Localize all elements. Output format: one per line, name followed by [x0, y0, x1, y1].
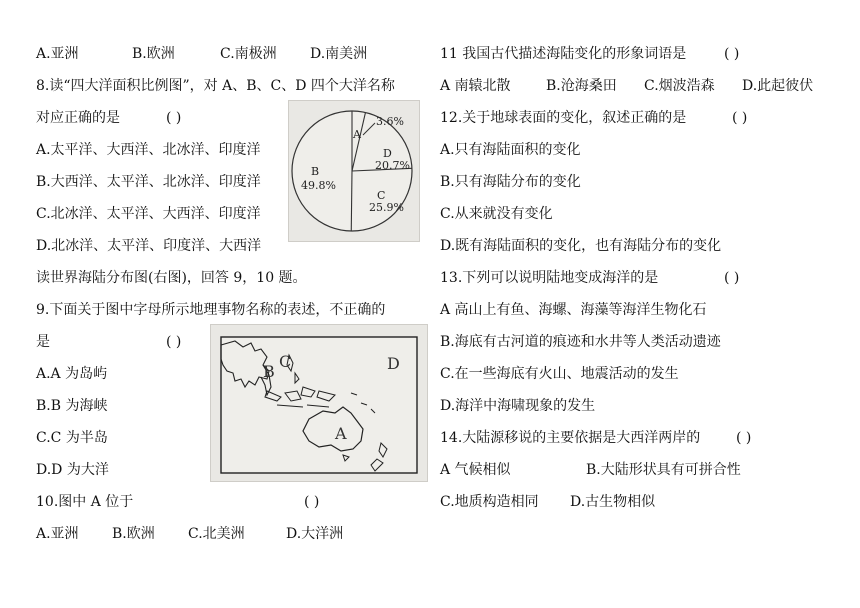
- pie-slice-percent-a: 3.6%: [376, 115, 404, 128]
- q8-option-b[interactable]: B.大西洋、太平洋、北冰洋、印度洋: [36, 174, 261, 190]
- sea-land-map-svg: [211, 325, 427, 481]
- map-label-d: D: [387, 354, 400, 373]
- pie-slice-label-a: A: [353, 128, 361, 141]
- q13-option-d[interactable]: D.海洋中海啸现象的发生: [440, 398, 596, 414]
- q14-options-row-1: [440, 454, 840, 486]
- q9-option-b[interactable]: B.B 为海峡: [36, 398, 108, 414]
- q10-option-d[interactable]: D.大洋洲: [286, 526, 344, 542]
- q7-option-b[interactable]: B.欧洲: [132, 46, 175, 62]
- q14-option-c[interactable]: C.地质构造相同: [440, 494, 539, 510]
- q10-stem-line: [36, 486, 426, 518]
- map-label-c: C: [279, 352, 292, 371]
- q12-option-d[interactable]: D.既有海陆面积的变化，也有海陆分布的变化: [440, 238, 722, 254]
- q11-option-a[interactable]: A 南辕北散: [440, 78, 511, 94]
- pie-slice-percent-b: 49.8%: [301, 179, 336, 192]
- q12-stem-text: 12.关于地球表面的变化，叙述正确的是: [440, 110, 687, 126]
- q13-option-b[interactable]: B.海底有古河道的痕迹和水井等人类活动遗迹: [440, 334, 721, 350]
- q11-option-b[interactable]: B.沧海桑田: [546, 78, 617, 94]
- q9-10-intro: 读世界海陆分布图(右图)，回答 9，10 题。: [36, 270, 307, 286]
- q14-option-d[interactable]: D.古生物相似: [570, 494, 656, 510]
- pie-slice-label-d: D: [383, 147, 392, 160]
- right-column: [440, 38, 840, 518]
- q12-option-a[interactable]: A.只有海陆面积的变化: [440, 142, 581, 158]
- pie-slice-percent-d: 20.7%: [375, 159, 410, 172]
- q8-option-d[interactable]: D.北冰洋、太平洋、印度洋、大西洋: [36, 238, 262, 254]
- q7-option-d[interactable]: D.南美洲: [310, 46, 368, 62]
- q7-options-row: [36, 38, 426, 70]
- q11-option-d[interactable]: D.此起彼伏: [742, 78, 814, 94]
- pie-divider-4: [351, 171, 352, 231]
- q14-option-b[interactable]: B.大陆形状具有可拼合性: [586, 462, 741, 478]
- q7-option-c[interactable]: C.南极洲: [220, 46, 277, 62]
- q10-answer-blank[interactable]: ( ): [304, 494, 320, 510]
- q13-answer-blank[interactable]: ( ): [724, 270, 740, 286]
- q11-stem-line: [440, 38, 840, 70]
- q9-answer-blank[interactable]: ( ): [166, 334, 182, 350]
- q9-option-d[interactable]: D.D 为大洋: [36, 462, 109, 478]
- q10-option-b[interactable]: B.欧洲: [112, 526, 155, 542]
- q11-answer-blank[interactable]: ( ): [724, 46, 740, 62]
- pie-slice-label-b: B: [311, 165, 320, 178]
- q9-option-c[interactable]: C.C 为半岛: [36, 430, 108, 446]
- q12-answer-blank[interactable]: ( ): [732, 110, 748, 126]
- q10-option-c[interactable]: C.北美洲: [188, 526, 245, 542]
- q14-answer-blank[interactable]: ( ): [736, 430, 752, 446]
- pie-slice-percent-c: 25.9%: [369, 201, 404, 214]
- q8-stem-line1: 8.读“四大洋面积比例图”，对 A、B、C、D 四个大洋名称: [36, 78, 395, 94]
- pie-slice-label-c: C: [377, 189, 386, 202]
- map-label-b: B: [263, 362, 275, 381]
- q13-stem-text: 13.下列可以说明陆地变成海洋的是: [440, 270, 659, 286]
- q7-option-a[interactable]: A.亚洲: [36, 46, 79, 62]
- ocean-area-pie-figure: [288, 100, 420, 242]
- q14-option-a[interactable]: A 气候相似: [440, 462, 511, 478]
- q12-stem-line: [440, 102, 840, 134]
- q11-stem-text: 11 我国古代描述海陆变化的形象词语是: [440, 46, 687, 62]
- q12-option-c[interactable]: C.从来就没有变化: [440, 206, 553, 222]
- q13-stem-line: [440, 262, 840, 294]
- q9-stem-text: 是: [36, 334, 50, 350]
- q13-option-a[interactable]: A 高山上有鱼、海螺、海藻等海洋生物化石: [440, 302, 707, 318]
- q10-stem-text: 10.图中 A 位于: [36, 494, 134, 510]
- q10-option-a[interactable]: A.亚洲: [36, 526, 79, 542]
- q13-option-c[interactable]: C.在一些海底有火山、地震活动的发生: [440, 366, 679, 382]
- q14-options-row-2: [440, 486, 840, 518]
- q14-stem-text: 14.大陆源移说的主要依据是大西洋两岸的: [440, 430, 701, 446]
- q8-option-a[interactable]: A.太平洋、大西洋、北冰洋、印度洋: [36, 142, 261, 158]
- q8-option-c[interactable]: C.北冰洋、太平洋、大西洋、印度洋: [36, 206, 261, 222]
- q10-options-row: [36, 518, 426, 550]
- sea-land-map-figure: [210, 324, 428, 482]
- q9-option-a[interactable]: A.A 为岛屿: [36, 366, 108, 382]
- q9-stem-line1: 9.下面关于图中字母所示地理事物名称的表述，不正确的: [36, 302, 386, 318]
- q11-options-row: [440, 70, 840, 102]
- q12-option-b[interactable]: B.只有海陆分布的变化: [440, 174, 581, 190]
- q8-stem-text: 对应正确的是: [36, 110, 120, 126]
- q14-stem-line: [440, 422, 840, 454]
- q8-answer-blank[interactable]: ( ): [166, 110, 182, 126]
- q11-option-c[interactable]: C.烟波浩森: [644, 78, 715, 94]
- ocean-area-pie-svg: [289, 101, 419, 241]
- map-label-a: A: [335, 424, 347, 443]
